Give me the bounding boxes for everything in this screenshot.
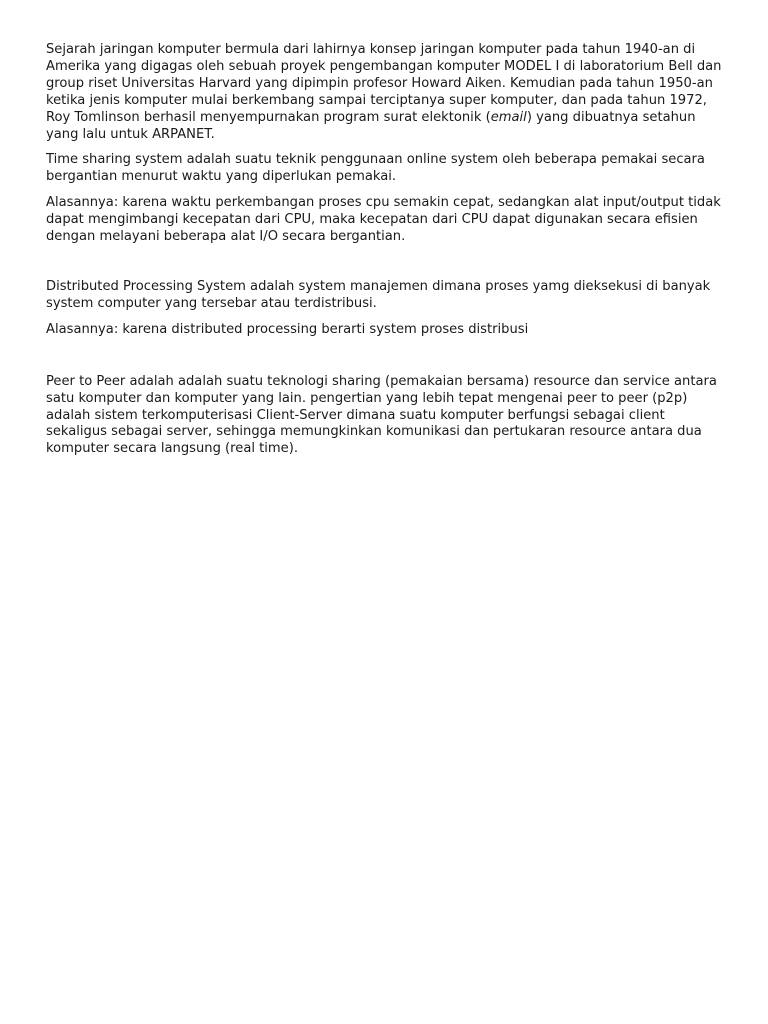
paragraph-distributed-processing: Distributed Processing System adalah system manajemen dimana proses yamg dieksekusi di banyak system computer yang tersebar atau terdistribusi. <box>46 278 711 311</box>
paragraph-history-text-b: ) yang dibuatnya setahun yang lalu untuk ARPANET. <box>46 109 696 142</box>
paragraph-distributed-reason: Alasannya: karena distributed processing berarti system proses distribusi <box>46 321 529 337</box>
paragraph-peer-to-peer: Peer to Peer adalah adalah suatu teknologi sharing (pemakaian bersama) resource dan service antara satu komputer dan komputer yang lain. pengertian yang lebih tepat mengenai peer to peer (p2p) adalah sistem terkomputerisasi Client-Server dimana suatu komputer berfungsi sebagai client sekaligus sebagai server, sehingga memungkinkan komunikasi dan pertukaran resource antara dua komputer secara langsung (real time). <box>46 373 717 457</box>
email-emphasis: email <box>490 109 527 125</box>
paragraph-history-text-a: Sejarah jaringan komputer bermula dari lahirnya konsep jaringan komputer pada tahun 1940-an di Amerika yang digagas oleh sebuah proyek pengembangan komputer MODEL I di laboratorium Bell dan group riset Universitas Harvard yang dipimpin profesor Howard Aiken. Kemudian pada tahun 1950-an ketika jenis komputer mulai berkembang sampai terciptanya super komputer, dan pada tahun 1972, Roy Tomlinson berhasil menyempurnakan program surat elektonik ( <box>46 42 722 125</box>
paragraph-time-sharing: Time sharing system adalah suatu teknik penggunaan online system oleh beberapa pemakai secara bergantian menurut waktu yang diperlukan pemakai. <box>46 152 705 185</box>
paragraph-history <box>46 42 722 143</box>
paragraph-time-sharing-reason: Alasannya: karena waktu perkembangan proses cpu semakin cepat, sedangkan alat input/output tidak dapat mengimbangi kecepatan dari CPU, maka kecepatan dari CPU dapat digunakan secara efisien dengan melayani beberapa alat I/O secara bergantian. <box>46 195 721 245</box>
blank-line <box>46 255 722 279</box>
document-page <box>46 42 722 467</box>
blank-line <box>46 348 722 374</box>
